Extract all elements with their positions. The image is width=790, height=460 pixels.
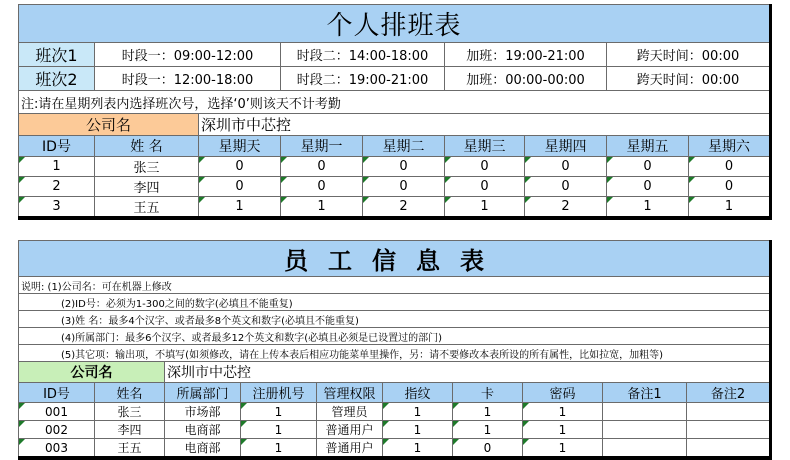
table-row: [19, 403, 771, 421]
cell[interactable]: 管理员: [317, 403, 383, 421]
cell[interactable]: 李四: [95, 421, 165, 439]
shift-name[interactable]: 班次2: [19, 67, 95, 91]
cell[interactable]: 3: [19, 197, 95, 219]
cell[interactable]: 0: [689, 157, 771, 177]
cell[interactable]: 0: [281, 157, 363, 177]
col-header: 卡: [453, 383, 523, 403]
description-line: (2)ID号：必须为1-300之间的数字(必填且不能重复): [19, 294, 771, 311]
cell[interactable]: 0: [445, 177, 525, 197]
cell[interactable]: [603, 439, 687, 459]
cell[interactable]: 1: [523, 421, 603, 439]
shift-period-1[interactable]: 时段一：09:00-12:00: [95, 43, 281, 67]
cell[interactable]: 李四: [95, 177, 199, 197]
cell[interactable]: 1: [453, 403, 523, 421]
col-header: 星期五: [607, 136, 689, 157]
shift-period-2[interactable]: 时段二：19:00-21:00: [281, 67, 445, 91]
schedule-table: [18, 4, 772, 220]
cell[interactable]: 1: [383, 403, 453, 421]
col-header: 备注1: [603, 383, 687, 403]
col-header: 管理权限: [317, 383, 383, 403]
cell[interactable]: 普通用户: [317, 439, 383, 459]
company-name-cell[interactable]: 深圳市中芯控: [199, 114, 771, 136]
cell[interactable]: 0: [363, 177, 445, 197]
table-row: [19, 439, 771, 459]
cell[interactable]: 1: [241, 439, 317, 459]
col-header: ID号: [19, 383, 95, 403]
cell[interactable]: 1: [241, 403, 317, 421]
cell[interactable]: 1: [19, 157, 95, 177]
cell[interactable]: 0: [607, 157, 689, 177]
description-line: (4)所属部门：最多6个汉字、或者最多12个英文和数字(必填且必须是已设置过的部门): [19, 328, 771, 345]
cell[interactable]: 1: [607, 197, 689, 219]
table-row: [19, 177, 771, 197]
cell[interactable]: 1: [383, 439, 453, 459]
cell[interactable]: 001: [19, 403, 95, 421]
company-label: 公司名: [19, 114, 199, 136]
col-header: 姓名: [95, 383, 165, 403]
col-header: 注册机号: [241, 383, 317, 403]
employee-table: [18, 240, 772, 460]
cell[interactable]: 0: [199, 157, 281, 177]
cell[interactable]: [603, 421, 687, 439]
cell[interactable]: 1: [199, 197, 281, 219]
cell[interactable]: 0: [453, 439, 523, 459]
shift-row: [19, 43, 771, 67]
cell[interactable]: 0: [525, 157, 607, 177]
shift-overtime[interactable]: 加班：00:00-00:00: [445, 67, 607, 91]
cell[interactable]: 王五: [95, 197, 199, 219]
shift-row: [19, 67, 771, 91]
shift-cross-day[interactable]: 跨天时间：00:00: [607, 67, 771, 91]
cell[interactable]: 0: [689, 177, 771, 197]
schedule-title: 个人排班表: [19, 5, 771, 43]
col-header: 星期天: [199, 136, 281, 157]
cell[interactable]: 1: [445, 197, 525, 219]
cell[interactable]: 0: [607, 177, 689, 197]
schedule-note: 注:请在星期列表内选择班次号，选择‘0’则该天不计考勤: [19, 91, 771, 114]
schedule-header-row: [19, 136, 771, 157]
description-line: 说明: (1)公司名：可在机器上修改: [19, 277, 771, 294]
col-header: 指纹: [383, 383, 453, 403]
cell[interactable]: 1: [523, 403, 603, 421]
cell[interactable]: 电商部: [165, 421, 241, 439]
cell[interactable]: 王五: [95, 439, 165, 459]
shift-overtime[interactable]: 加班：19:00-21:00: [445, 43, 607, 67]
cell[interactable]: 1: [281, 197, 363, 219]
col-header: 星期六: [689, 136, 771, 157]
cell[interactable]: 张三: [95, 403, 165, 421]
cell[interactable]: 003: [19, 439, 95, 459]
cell[interactable]: 2: [363, 197, 445, 219]
company-name-cell[interactable]: 深圳市中芯控: [165, 362, 771, 383]
cell[interactable]: 0: [525, 177, 607, 197]
table-row: [19, 197, 771, 219]
table-row: [19, 157, 771, 177]
cell[interactable]: [603, 403, 687, 421]
cell[interactable]: 0: [445, 157, 525, 177]
cell[interactable]: 张三: [95, 157, 199, 177]
table-row: [19, 421, 771, 439]
shift-name[interactable]: 班次1: [19, 43, 95, 67]
col-header: 所属部门: [165, 383, 241, 403]
col-header: 备注2: [687, 383, 771, 403]
employee-header-row: [19, 383, 771, 403]
cell[interactable]: [687, 439, 771, 459]
cell[interactable]: 普通用户: [317, 421, 383, 439]
company-label: 公司名: [19, 362, 165, 383]
col-header: 密码: [523, 383, 603, 403]
cell[interactable]: 0: [363, 157, 445, 177]
description-line: (3)姓 名：最多4个汉字、或者最多8个英文和数字(必填且不能重复): [19, 311, 771, 328]
cell[interactable]: 市场部: [165, 403, 241, 421]
description-line: (5)其它项：输出项，不填写(如须修改，请在上传本表后相应功能菜单里操作，另：请不要修改本表所设的所有属性，比如拉宽，加粗等): [19, 345, 771, 362]
cell[interactable]: 1: [523, 439, 603, 459]
col-header: 姓 名: [95, 136, 199, 157]
employee-title: 员工信息表: [19, 241, 771, 277]
col-header: 星期二: [363, 136, 445, 157]
shift-period-1[interactable]: 时段一：12:00-18:00: [95, 67, 281, 91]
cell[interactable]: 1: [453, 421, 523, 439]
cell[interactable]: 电商部: [165, 439, 241, 459]
col-header: 星期三: [445, 136, 525, 157]
cell[interactable]: 0: [199, 177, 281, 197]
cell[interactable]: 2: [525, 197, 607, 219]
cell[interactable]: 002: [19, 421, 95, 439]
col-header: 星期一: [281, 136, 363, 157]
col-header: 星期四: [525, 136, 607, 157]
cell[interactable]: 1: [241, 421, 317, 439]
cell[interactable]: [687, 421, 771, 439]
cell[interactable]: 2: [19, 177, 95, 197]
cell[interactable]: 1: [689, 197, 771, 219]
cell[interactable]: 1: [383, 421, 453, 439]
col-header: ID号: [19, 136, 95, 157]
shift-cross-day[interactable]: 跨天时间：00:00: [607, 43, 771, 67]
shift-period-2[interactable]: 时段二：14:00-18:00: [281, 43, 445, 67]
cell[interactable]: 0: [281, 177, 363, 197]
cell[interactable]: [687, 403, 771, 421]
